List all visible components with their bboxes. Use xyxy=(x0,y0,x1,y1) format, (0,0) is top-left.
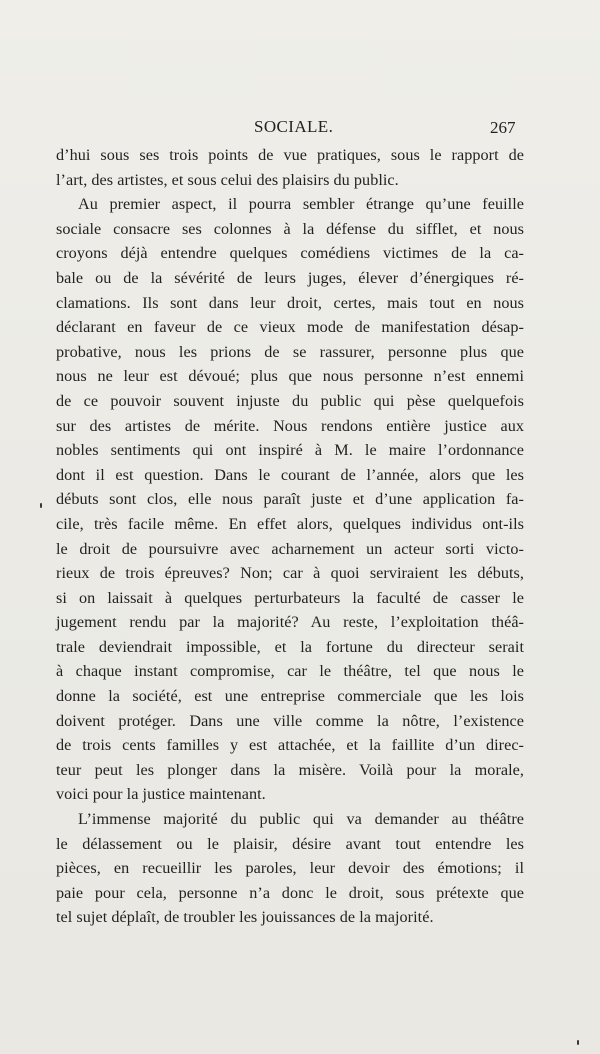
text-line: cile, très facile même. En effet alors, quelques individus ont-ils xyxy=(56,514,524,533)
text-line: à chaque instant compromise, car le théâtre, tel que nous le xyxy=(56,662,524,681)
text-line: paie pour cela, personne n’a donc le droit, sous prétexte que xyxy=(56,883,524,902)
text-line: trale deviendrait impossible, et la fortune du directeur serait xyxy=(56,637,524,656)
text-line: nous ne leur est dévoué; plus que nous personne n’est ennemi xyxy=(56,367,524,386)
text-line: teur peut les plonger dans la misère. Voilà pour la morale, xyxy=(56,760,524,779)
text-line: le droit de poursuivre avec acharnement un acteur sorti victo- xyxy=(56,539,524,558)
text-line: doivent protéger. Dans une ville comme la nôtre, l’existence xyxy=(56,711,524,730)
text-line: Au premier aspect, il pourra sembler étrange qu’une feuille xyxy=(78,195,524,214)
text-line: sur des artistes de mérite. Nous rendons entière justice aux xyxy=(56,416,524,435)
text-line: l’art, des artistes, et sous celui des plaisirs du public. xyxy=(56,170,399,189)
text-line: débuts sont clos, elle nous paraît juste et d’une application fa- xyxy=(56,490,524,509)
text-line: croyons déjà entendre quelques comédiens victimes de la ca- xyxy=(56,244,524,263)
text-line: donne la société, est une entreprise commerciale que les lois xyxy=(56,687,524,706)
text-line: si on laissait à quelques perturbateurs la faculté de casser le xyxy=(56,588,524,607)
text-line: dont il est question. Dans le courant de l’année, alors que les xyxy=(56,465,524,484)
text-line: déclarant en faveur de ce vieux mode de manifestation désap- xyxy=(56,318,524,337)
text-line: bale ou de la sévérité de leurs juges, élever d’énergiques ré- xyxy=(56,268,524,287)
running-title: SOCIALE. xyxy=(254,117,334,136)
text-line: le délassement ou le plaisir, désire avant tout entendre les xyxy=(56,834,524,853)
text-line: de ce pouvoir souvent injuste du public qui pèse quelquefois xyxy=(56,391,524,410)
running-head xyxy=(0,117,600,141)
text-line: probative, nous les prions de se rassurer, personne plus que xyxy=(56,342,524,361)
page-number: 267 xyxy=(490,118,516,137)
text-line: voici pour la justice maintenant. xyxy=(56,785,266,804)
text-line: sociale consacre ses colonnes à la défense du sifflet, et nous xyxy=(56,219,524,238)
text-line: jugement rendu par la majorité? Au reste, l’exploitation théâ- xyxy=(56,613,524,632)
text-line: clamations. Ils sont dans leur droit, certes, mais tout en nous xyxy=(56,293,524,312)
text-line: nobles sentiments qui ont inspiré à M. le maire l’ordonnance xyxy=(56,441,524,460)
text-line: L’immense majorité du public qui va demander au théâtre xyxy=(78,810,524,829)
text-line: de trois cents familles y est attachée, et la faillite d’un direc- xyxy=(56,736,524,755)
text-line: d’hui sous ses trois points de vue pratiques, sous le rapport de xyxy=(56,146,524,164)
margin-speck-mark xyxy=(40,503,42,508)
corner-speck-mark xyxy=(577,1040,579,1045)
text-line: rieux de trois épreuves? Non; car à quoi serviraient les débuts, xyxy=(56,564,524,583)
body-text xyxy=(56,143,524,930)
text-line: tel sujet déplaît, de troubler les jouissances de la majorité. xyxy=(56,908,434,927)
text-line: pièces, en recueillir les paroles, leur devoir des émotions; il xyxy=(56,859,524,878)
